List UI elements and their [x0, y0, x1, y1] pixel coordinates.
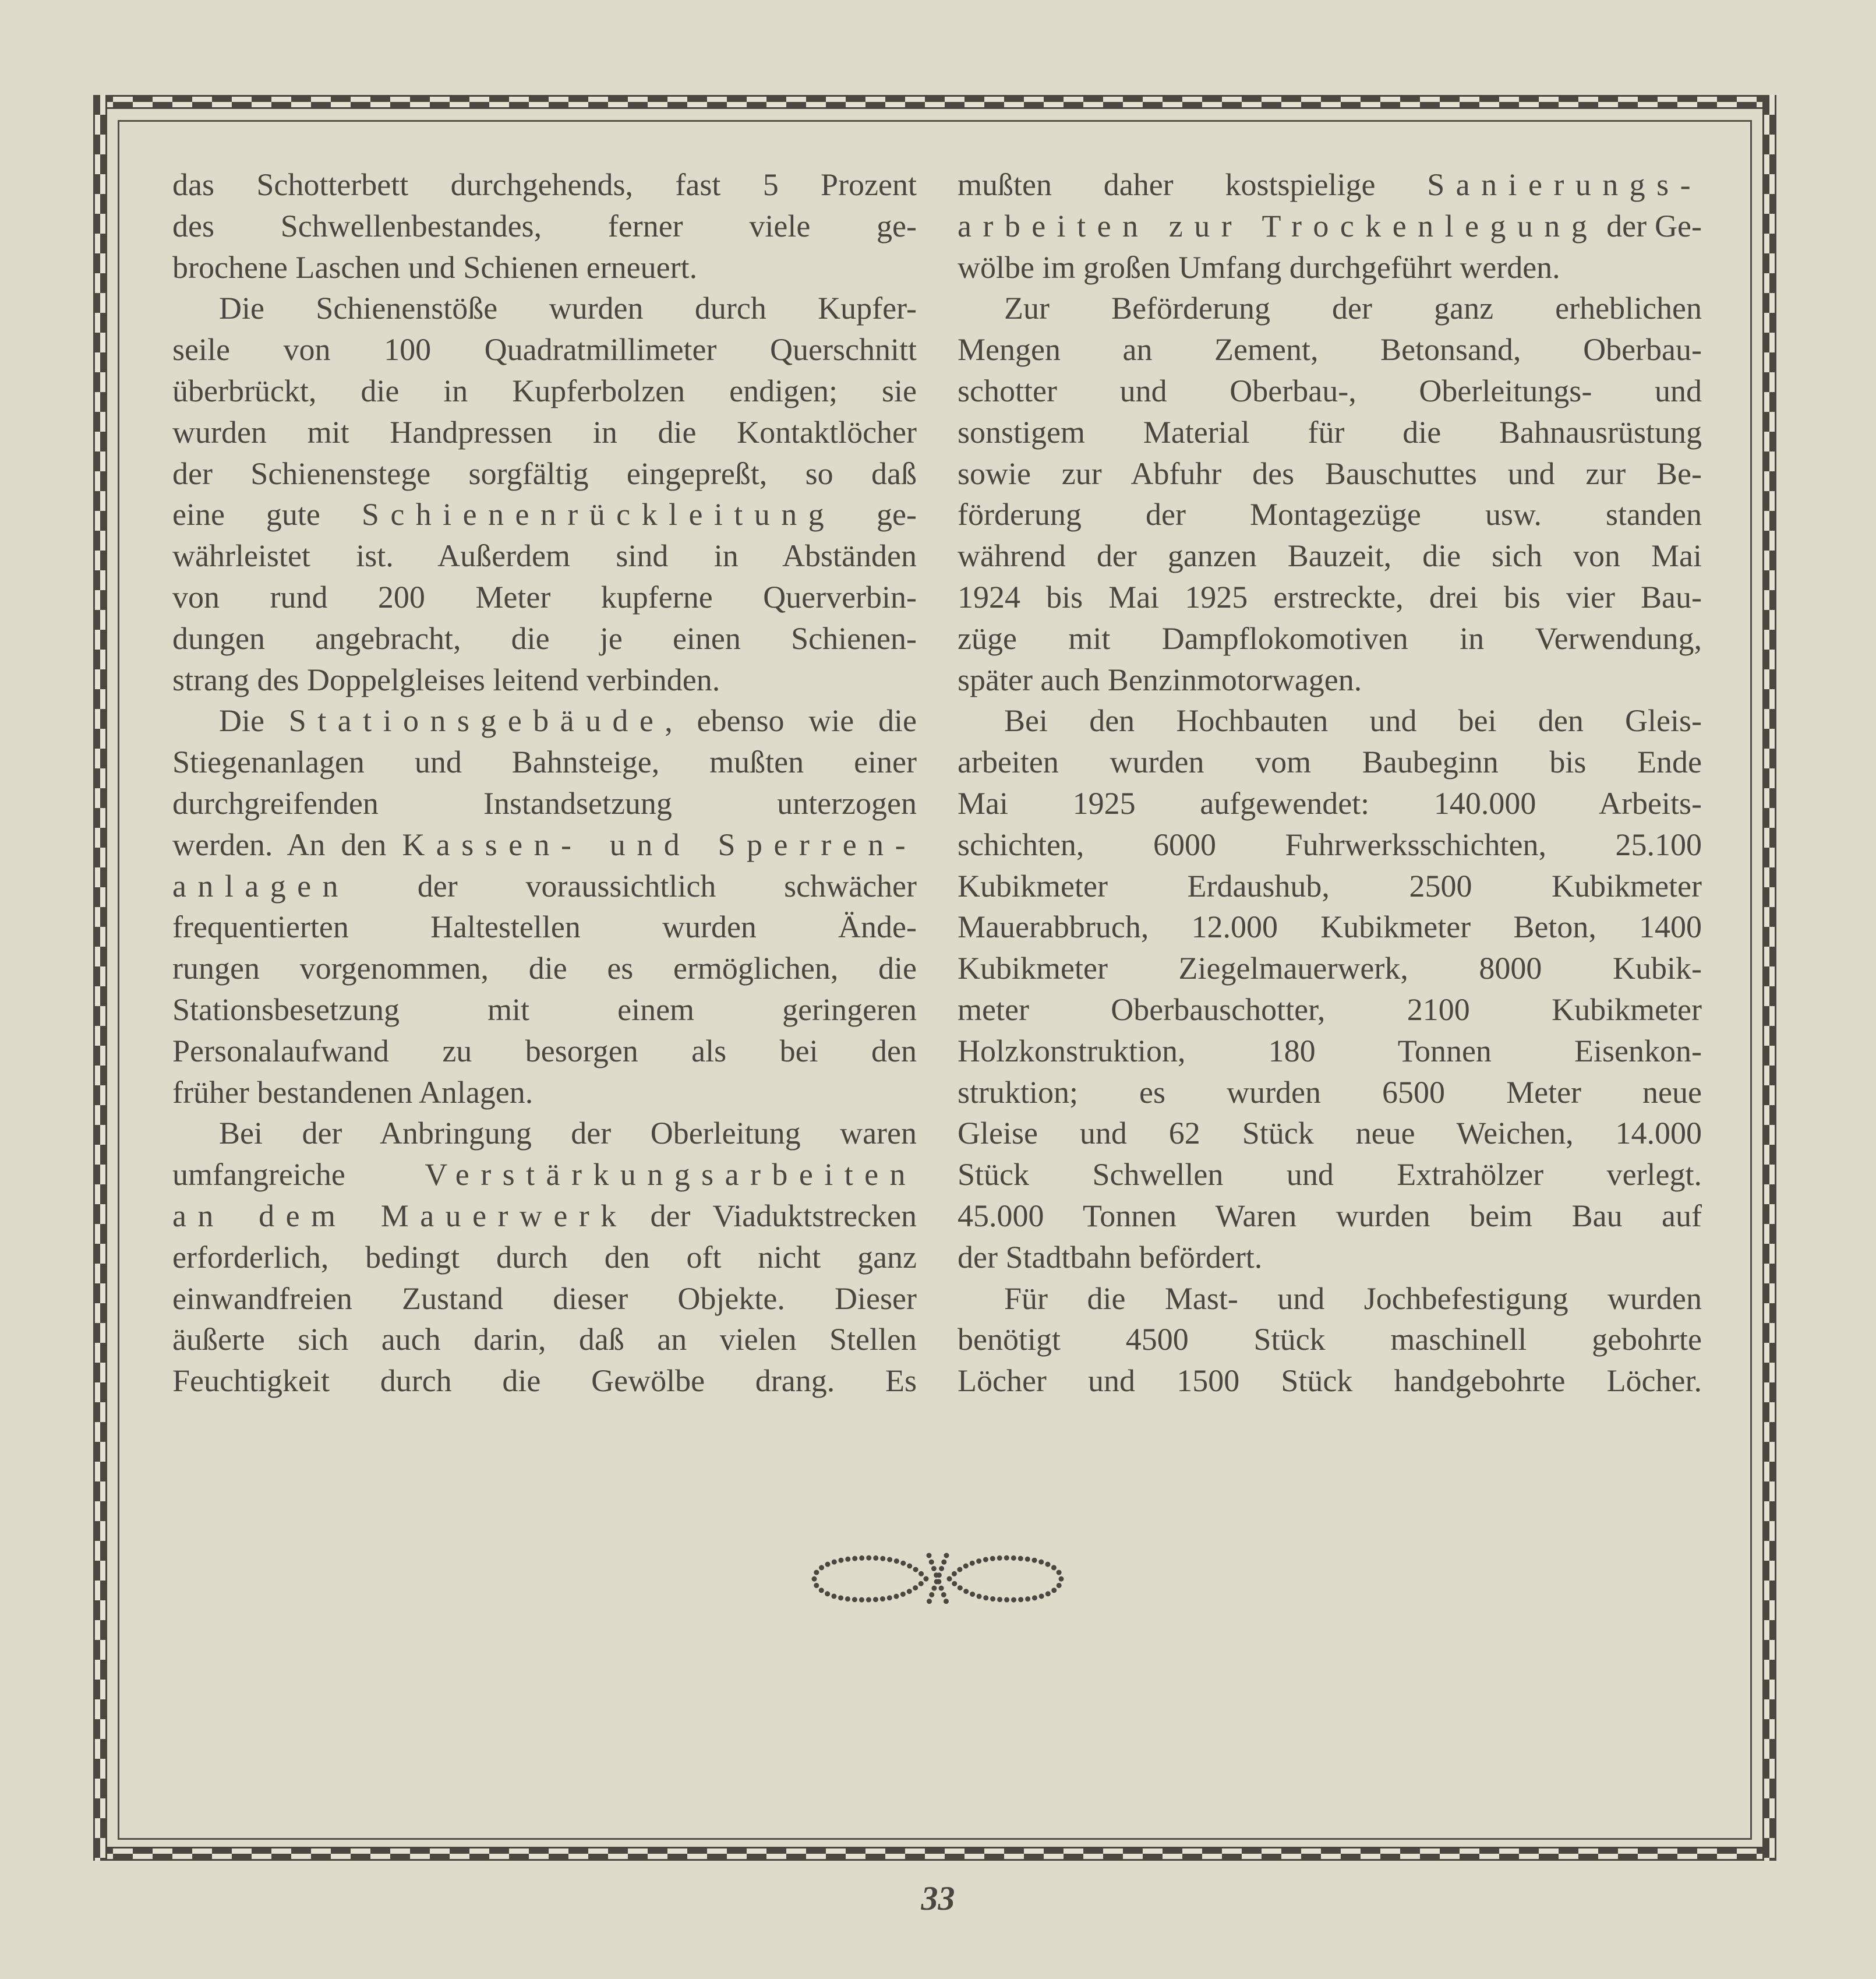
text-segment: umfangreiche — [172, 1157, 425, 1193]
paragraph — [172, 164, 917, 288]
paragraph — [958, 288, 1702, 700]
text-line — [172, 288, 917, 329]
text-segment: Mengen an Zement, Betonsand, Oberbau- — [958, 332, 1702, 368]
text-segment: Mai 1925 aufgewendet: 140.000 Arbeits- — [958, 785, 1702, 821]
border-bottom — [93, 1847, 1776, 1861]
paragraph — [958, 1278, 1702, 1402]
text-segment: des Schwellenbestandes, ferner viele ge- — [172, 208, 917, 244]
text-line — [958, 659, 1702, 701]
text-line — [958, 412, 1702, 453]
text-segment: währleistet ist. Außerdem sind in Abständen — [172, 538, 917, 574]
text-segment: Die Schienenstöße wurden durch Kupfer- — [219, 291, 917, 326]
text-column-left — [172, 164, 917, 1402]
text-segment: strang des Doppelgleises leitend verbinden. — [172, 662, 720, 697]
text-segment: dungen angebracht, die je einen Schienen- — [172, 620, 917, 656]
text-line — [172, 989, 917, 1031]
text-segment: Zur Beförderung der ganz erheblichen — [1004, 291, 1702, 326]
text-segment: arbeiten wurden vom Baubeginn bis Ende — [958, 745, 1702, 780]
text-segment: Feuchtigkeit durch die Gewölbe drang. Es — [172, 1363, 917, 1399]
text-segment: Bei der Anbringung der Oberleitung waren — [219, 1116, 917, 1151]
text-segment: seile von 100 Quadratmillimeter Querschnitt — [172, 332, 917, 368]
letterspaced-emphasis: Verstärkungsarbeiten — [425, 1157, 917, 1193]
text-segment: sowie zur Abfuhr des Bauschuttes und zur Be- — [958, 456, 1702, 491]
text-segment: , ebenso wie die — [665, 703, 917, 739]
text-segment: überbrückt, die in Kupferbolzen endigen; sie — [172, 373, 917, 408]
text-line — [958, 247, 1702, 288]
text-segment: schichten, 6000 Fuhrwerksschichten, 25.100 — [958, 827, 1702, 862]
page-number: 33 — [921, 1879, 955, 1917]
text-line — [172, 906, 917, 948]
text-line — [172, 329, 917, 371]
text-line — [958, 1113, 1702, 1154]
text-segment: Stiegenanlagen und Bahnsteige, mußten einer — [172, 745, 917, 780]
letterspaced-emphasis: Schienenrückleitung — [361, 497, 836, 532]
text-segment: eine gute — [172, 497, 362, 532]
text-line — [172, 1319, 917, 1360]
text-segment: Stück Schwellen und Extrahölzer verlegt. — [958, 1157, 1702, 1193]
text-segment: Für die Mast- und Jochbefestigung wurden — [1004, 1280, 1702, 1316]
text-line — [958, 535, 1702, 577]
text-line — [958, 618, 1702, 659]
text-line — [172, 700, 917, 742]
letterspaced-emphasis: arbeiten zur Trockenlegung — [958, 208, 1599, 244]
text-segment: Holzkonstruktion, 180 Tonnen Eisenkon- — [958, 1033, 1702, 1068]
text-line — [172, 1072, 917, 1113]
text-line — [172, 866, 917, 907]
text-segment: das Schotterbett durchgehends, fast 5 Prozent — [172, 167, 917, 202]
text-line — [958, 948, 1702, 989]
text-line — [958, 989, 1702, 1031]
text-line — [172, 164, 917, 206]
text-line — [172, 371, 917, 412]
paragraph — [958, 164, 1702, 288]
text-line — [172, 494, 917, 535]
text-line — [172, 453, 917, 495]
text-line — [958, 1154, 1702, 1195]
text-segment: der Viaduktstrecken — [627, 1198, 917, 1233]
text-line — [172, 1031, 917, 1072]
text-segment: 1924 bis Mai 1925 erstreckte, drei bis vier Bau- — [958, 579, 1702, 615]
text-segment: einwandfreien Zustand dieser Objekte. Dieser — [172, 1280, 917, 1316]
text-line — [172, 742, 917, 783]
text-segment: früher bestandenen Anlagen. — [172, 1074, 534, 1110]
text-segment: werden. An den — [172, 827, 402, 862]
text-segment: sonstigem Material für die Bahnausrüstung — [958, 414, 1702, 450]
text-segment: 45.000 Tonnen Waren wurden beim Bau auf — [958, 1198, 1702, 1233]
text-line — [172, 1237, 917, 1278]
text-segment: Personalaufwand zu besorgen als bei den — [172, 1033, 917, 1068]
text-line — [172, 206, 917, 247]
text-segment: der voraussichtlich schwächer — [349, 868, 917, 904]
text-line — [958, 1195, 1702, 1237]
letterspaced-emphasis: Stationsgebäude — [288, 703, 665, 739]
text-line — [958, 1237, 1702, 1278]
text-segment: von rund 200 Meter kupferne Querverbin- — [172, 579, 917, 615]
text-segment: Die — [219, 703, 289, 739]
text-segment: erforderlich, bedingt durch den oft nicht ganz — [172, 1239, 917, 1275]
text-segment: schotter und Oberbau-, Oberleitungs- und — [958, 373, 1702, 408]
text-segment: züge mit Dampflokomotiven in Verwendung, — [958, 620, 1702, 656]
text-line — [172, 824, 917, 866]
text-segment: Stationsbesetzung mit einem geringeren — [172, 992, 917, 1027]
border-top — [93, 95, 1776, 109]
text-line — [172, 1154, 917, 1195]
text-segment: wölbe im großen Umfang durchgeführt werden. — [958, 249, 1560, 285]
text-line — [958, 1360, 1702, 1402]
text-line — [958, 453, 1702, 495]
text-segment: der Ge- — [1598, 208, 1702, 244]
text-segment: rungen vorgenommen, die es ermöglichen, die — [172, 951, 917, 986]
text-segment: förderung der Montagezüge usw. standen — [958, 497, 1702, 532]
text-segment: Löcher und 1500 Stück handgebohrte Löcher. — [958, 1363, 1702, 1399]
text-line — [958, 824, 1702, 866]
text-line — [958, 783, 1702, 824]
letterspaced-emphasis: Sanierungs- — [1427, 167, 1702, 202]
text-segment: durchgreifenden Instandsetzung unterzogen — [172, 785, 917, 821]
text-line — [172, 247, 917, 288]
text-segment: benötigt 4500 Stück maschinell gebohrte — [958, 1322, 1702, 1357]
text-segment: Gleise und 62 Stück neue Weichen, 14.000 — [958, 1116, 1702, 1151]
text-line — [172, 535, 917, 577]
text-segment: äußerte sich auch darin, daß an vielen Stellen — [172, 1322, 917, 1357]
text-line — [958, 288, 1702, 329]
text-line — [958, 371, 1702, 412]
border-right — [1762, 95, 1776, 1861]
paragraph — [172, 288, 917, 700]
paragraph — [172, 700, 917, 1113]
text-segment: mußten daher kostspielige — [958, 167, 1428, 202]
text-segment: später auch Benzinmotorwagen. — [958, 662, 1362, 697]
text-line — [958, 206, 1702, 247]
text-column-right — [958, 164, 1702, 1402]
text-line — [958, 1319, 1702, 1360]
text-segment: Kubikmeter Ziegelmauerwerk, 8000 Kubik- — [958, 951, 1702, 986]
border-left — [93, 95, 107, 1861]
letterspaced-emphasis: anlagen — [172, 868, 349, 904]
text-line — [958, 700, 1702, 742]
text-line — [172, 618, 917, 659]
dotted-ornament — [810, 1544, 1066, 1614]
text-line — [958, 329, 1702, 371]
letterspaced-emphasis: an dem Mauerwerk — [172, 1198, 628, 1233]
text-line — [172, 1195, 917, 1237]
text-line — [172, 783, 917, 824]
text-segment: während der ganzen Bauzeit, die sich von Mai — [958, 538, 1702, 574]
text-line — [172, 1113, 917, 1154]
text-segment: wurden mit Handpressen in die Kontaktlöcher — [172, 414, 917, 450]
text-segment: der Stadtbahn befördert. — [958, 1239, 1263, 1275]
text-line — [172, 577, 917, 618]
text-line — [958, 1031, 1702, 1072]
text-line — [172, 659, 917, 701]
text-line — [172, 948, 917, 989]
text-line — [958, 164, 1702, 206]
text-segment: brochene Laschen und Schienen erneuert. — [172, 249, 698, 285]
text-line — [172, 1278, 917, 1320]
text-segment: meter Oberbauschotter, 2100 Kubikmeter — [958, 992, 1702, 1027]
text-segment: der Schienenstege sorgfältig eingepreßt, so daß — [172, 456, 917, 491]
paragraph — [172, 1113, 917, 1402]
text-line — [958, 1278, 1702, 1320]
text-segment: Kubikmeter Erdaushub, 2500 Kubikmeter — [958, 868, 1702, 904]
text-line — [958, 906, 1702, 948]
text-segment: Bei den Hochbauten und bei den Gleis- — [1004, 703, 1702, 739]
text-line — [958, 866, 1702, 907]
text-segment: struktion; es wurden 6500 Meter neue — [958, 1074, 1702, 1110]
text-line — [958, 1072, 1702, 1113]
text-segment: ge- — [835, 497, 917, 532]
text-line — [172, 412, 917, 453]
paragraph — [958, 700, 1702, 1278]
text-segment: frequentierten Haltestellen wurden Ände- — [172, 909, 917, 945]
text-line — [958, 494, 1702, 535]
text-line — [958, 742, 1702, 783]
text-line — [172, 1360, 917, 1402]
letterspaced-emphasis: Kassen- und Sperren- — [402, 827, 917, 862]
text-segment: Mauerabbruch, 12.000 Kubikmeter Beton, 1400 — [958, 909, 1702, 945]
text-line — [958, 577, 1702, 618]
